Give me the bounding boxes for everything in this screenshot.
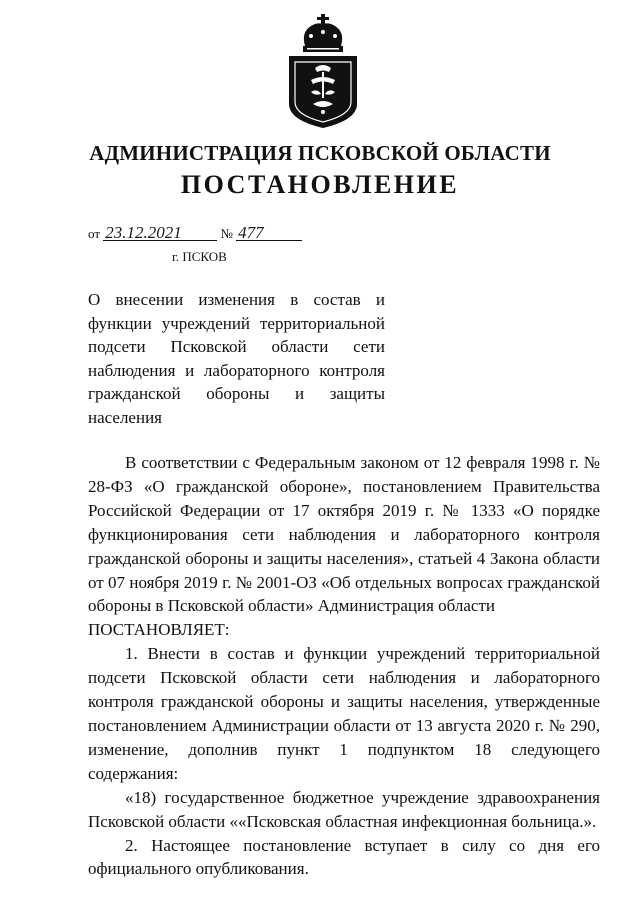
document-meta	[88, 223, 302, 242]
document-date: 23.12.2021	[103, 226, 217, 241]
organization-title: АДМИНИСТРАЦИЯ ПСКОВСКОЙ ОБЛАСТИ	[89, 141, 551, 165]
number-prefix: №	[220, 226, 233, 241]
document-body	[88, 451, 600, 881]
item-1-paragraph: 1. Внести в состав и функции учреждений территориальной подсети Псковской области сети наблюдения и лабораторного контроля гражданской обороны и защиты населения, утвержденные постановлением Администрации области от 13 августа 2020 г. № 290, изменение, дополнив пункт 1 подпунктом 18 следующего содержания:	[88, 644, 600, 783]
resolves-heading: ПОСТАНОВЛЯЕТ:	[88, 620, 230, 640]
date-prefix: от	[88, 226, 101, 241]
document-city: г. ПСКОВ	[172, 249, 227, 264]
preamble-paragraph: В соответствии с Федеральным законом от 12 февраля 1998 г. № 28-ФЗ «О гражданской обороне», постановлением Правительства Российской Федерации от 17 октября 2019 г. № 1333 «О порядке функционирования сети наблюдения и лабораторного контроля гражданской обороны и защиты населения», статьей 4 Закона области от 07 ноября 2019 г. № 2001-ОЗ «Об отдельных вопросах гражданской обороны в Псковской области» Администрация области	[88, 453, 600, 616]
pskov-coat-of-arms-icon	[281, 12, 365, 130]
item-1-quote-paragraph: «18) государственное бюджетное учреждение здравоохранения Псковской области ««Псковская областная инфекционная больница.».	[88, 787, 600, 831]
document-number: 477	[236, 226, 302, 241]
item-2-paragraph: 2. Настоящее постановление вступает в силу со дня его официального опубликования.	[88, 835, 600, 879]
document-subject: О внесении изменения в состав и функции учреждений территориальной подсети Псковской области сети наблюдения и лабораторного контроля гражданской обороны и защиты населения	[88, 290, 385, 427]
document-type-title: ПОСТАНОВЛЕНИЕ	[180, 170, 460, 199]
